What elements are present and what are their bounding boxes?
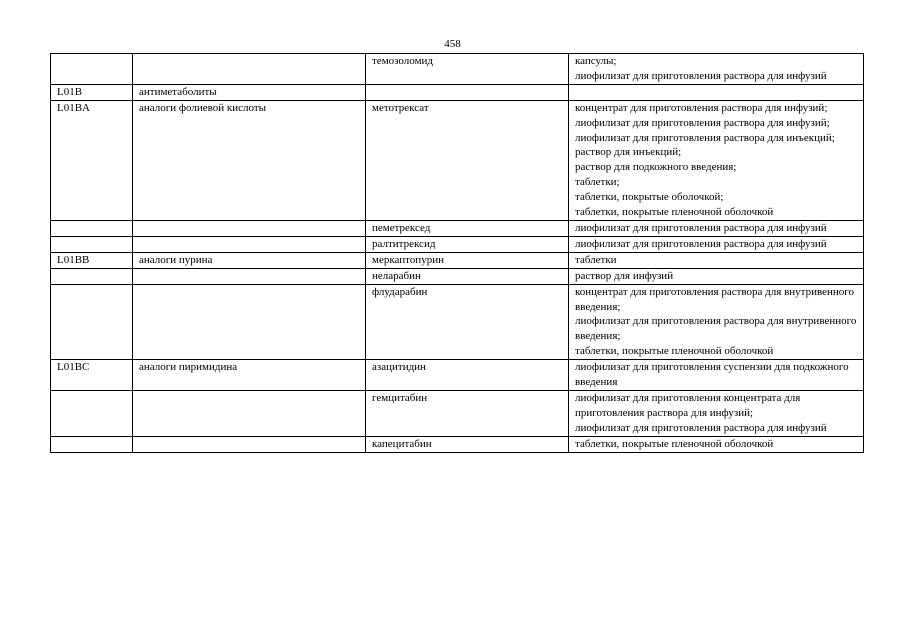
dosage-form-cell bbox=[569, 84, 864, 100]
atc-code-cell: L01B bbox=[51, 84, 133, 100]
group-cell bbox=[133, 220, 366, 236]
drug-name-cell: пеметрексед bbox=[366, 220, 569, 236]
dosage-form-cell: лиофилизат для приготовления концентрата для приготовления раствора для инфузий; лиофилизат для приготовления раствора для инфузий bbox=[569, 390, 864, 436]
dosage-form-cell: лиофилизат для приготовления раствора для инфузий bbox=[569, 220, 864, 236]
drug-name-cell: капецитабин bbox=[366, 436, 569, 452]
table-row bbox=[51, 390, 864, 436]
group-cell bbox=[133, 436, 366, 452]
table-row bbox=[51, 284, 864, 360]
drug-name-cell bbox=[366, 84, 569, 100]
table-row bbox=[51, 268, 864, 284]
group-cell: аналоги пурина bbox=[133, 252, 366, 268]
drug-name-cell: темозоломид bbox=[366, 54, 569, 85]
atc-code-cell: L01BA bbox=[51, 100, 133, 220]
group-cell: аналоги фолиевой кислоты bbox=[133, 100, 366, 220]
drug-table bbox=[50, 53, 864, 453]
table-row bbox=[51, 220, 864, 236]
dosage-form-cell: лиофилизат для приготовления суспензии для подкожного введения bbox=[569, 360, 864, 391]
dosage-form-cell: капсулы; лиофилизат для приготовления раствора для инфузий bbox=[569, 54, 864, 85]
dosage-form-cell: таблетки, покрытые пленочной оболочкой bbox=[569, 436, 864, 452]
atc-code-cell: L01BC bbox=[51, 360, 133, 391]
dosage-form-cell: раствор для инфузий bbox=[569, 268, 864, 284]
group-cell bbox=[133, 54, 366, 85]
drug-name-cell: метотрексат bbox=[366, 100, 569, 220]
dosage-form-cell: лиофилизат для приготовления раствора для инфузий bbox=[569, 236, 864, 252]
group-cell: аналоги пиримидина bbox=[133, 360, 366, 391]
drug-name-cell: ралтитрексид bbox=[366, 236, 569, 252]
table-row bbox=[51, 236, 864, 252]
group-cell: антиметаболиты bbox=[133, 84, 366, 100]
group-cell bbox=[133, 268, 366, 284]
table-row bbox=[51, 54, 864, 85]
table-row bbox=[51, 252, 864, 268]
table-row bbox=[51, 84, 864, 100]
table-row bbox=[51, 436, 864, 452]
dosage-form-cell: концентрат для приготовления раствора для внутривенного введения; лиофилизат для приготовления раствора для внутривенного введения; таблетки, покрытые пленочной оболочкой bbox=[569, 284, 864, 360]
group-cell bbox=[133, 390, 366, 436]
atc-code-cell bbox=[51, 436, 133, 452]
atc-code-cell bbox=[51, 284, 133, 360]
group-cell bbox=[133, 236, 366, 252]
atc-code-cell bbox=[51, 236, 133, 252]
atc-code-cell bbox=[51, 268, 133, 284]
atc-code-cell bbox=[51, 390, 133, 436]
group-cell bbox=[133, 284, 366, 360]
drug-name-cell: меркаптопурин bbox=[366, 252, 569, 268]
drug-name-cell: флударабин bbox=[366, 284, 569, 360]
dosage-form-cell: таблетки bbox=[569, 252, 864, 268]
atc-code-cell: L01BB bbox=[51, 252, 133, 268]
drug-name-cell: гемцитабин bbox=[366, 390, 569, 436]
dosage-form-cell: концентрат для приготовления раствора для инфузий; лиофилизат для приготовления раствора для инфузий; лиофилизат для приготовления раствора для инъекций; раствор для инъекций; раствор для подкожного введения; таблетки; таблетки, покрытые оболочкой; таблетки, покрытые пленочной оболочкой bbox=[569, 100, 864, 220]
atc-code-cell bbox=[51, 54, 133, 85]
table-row bbox=[51, 100, 864, 220]
drug-name-cell: неларабин bbox=[366, 268, 569, 284]
atc-code-cell bbox=[51, 220, 133, 236]
drug-name-cell: азацитидин bbox=[366, 360, 569, 391]
page-number: 458 bbox=[444, 38, 461, 50]
table-row bbox=[51, 360, 864, 391]
